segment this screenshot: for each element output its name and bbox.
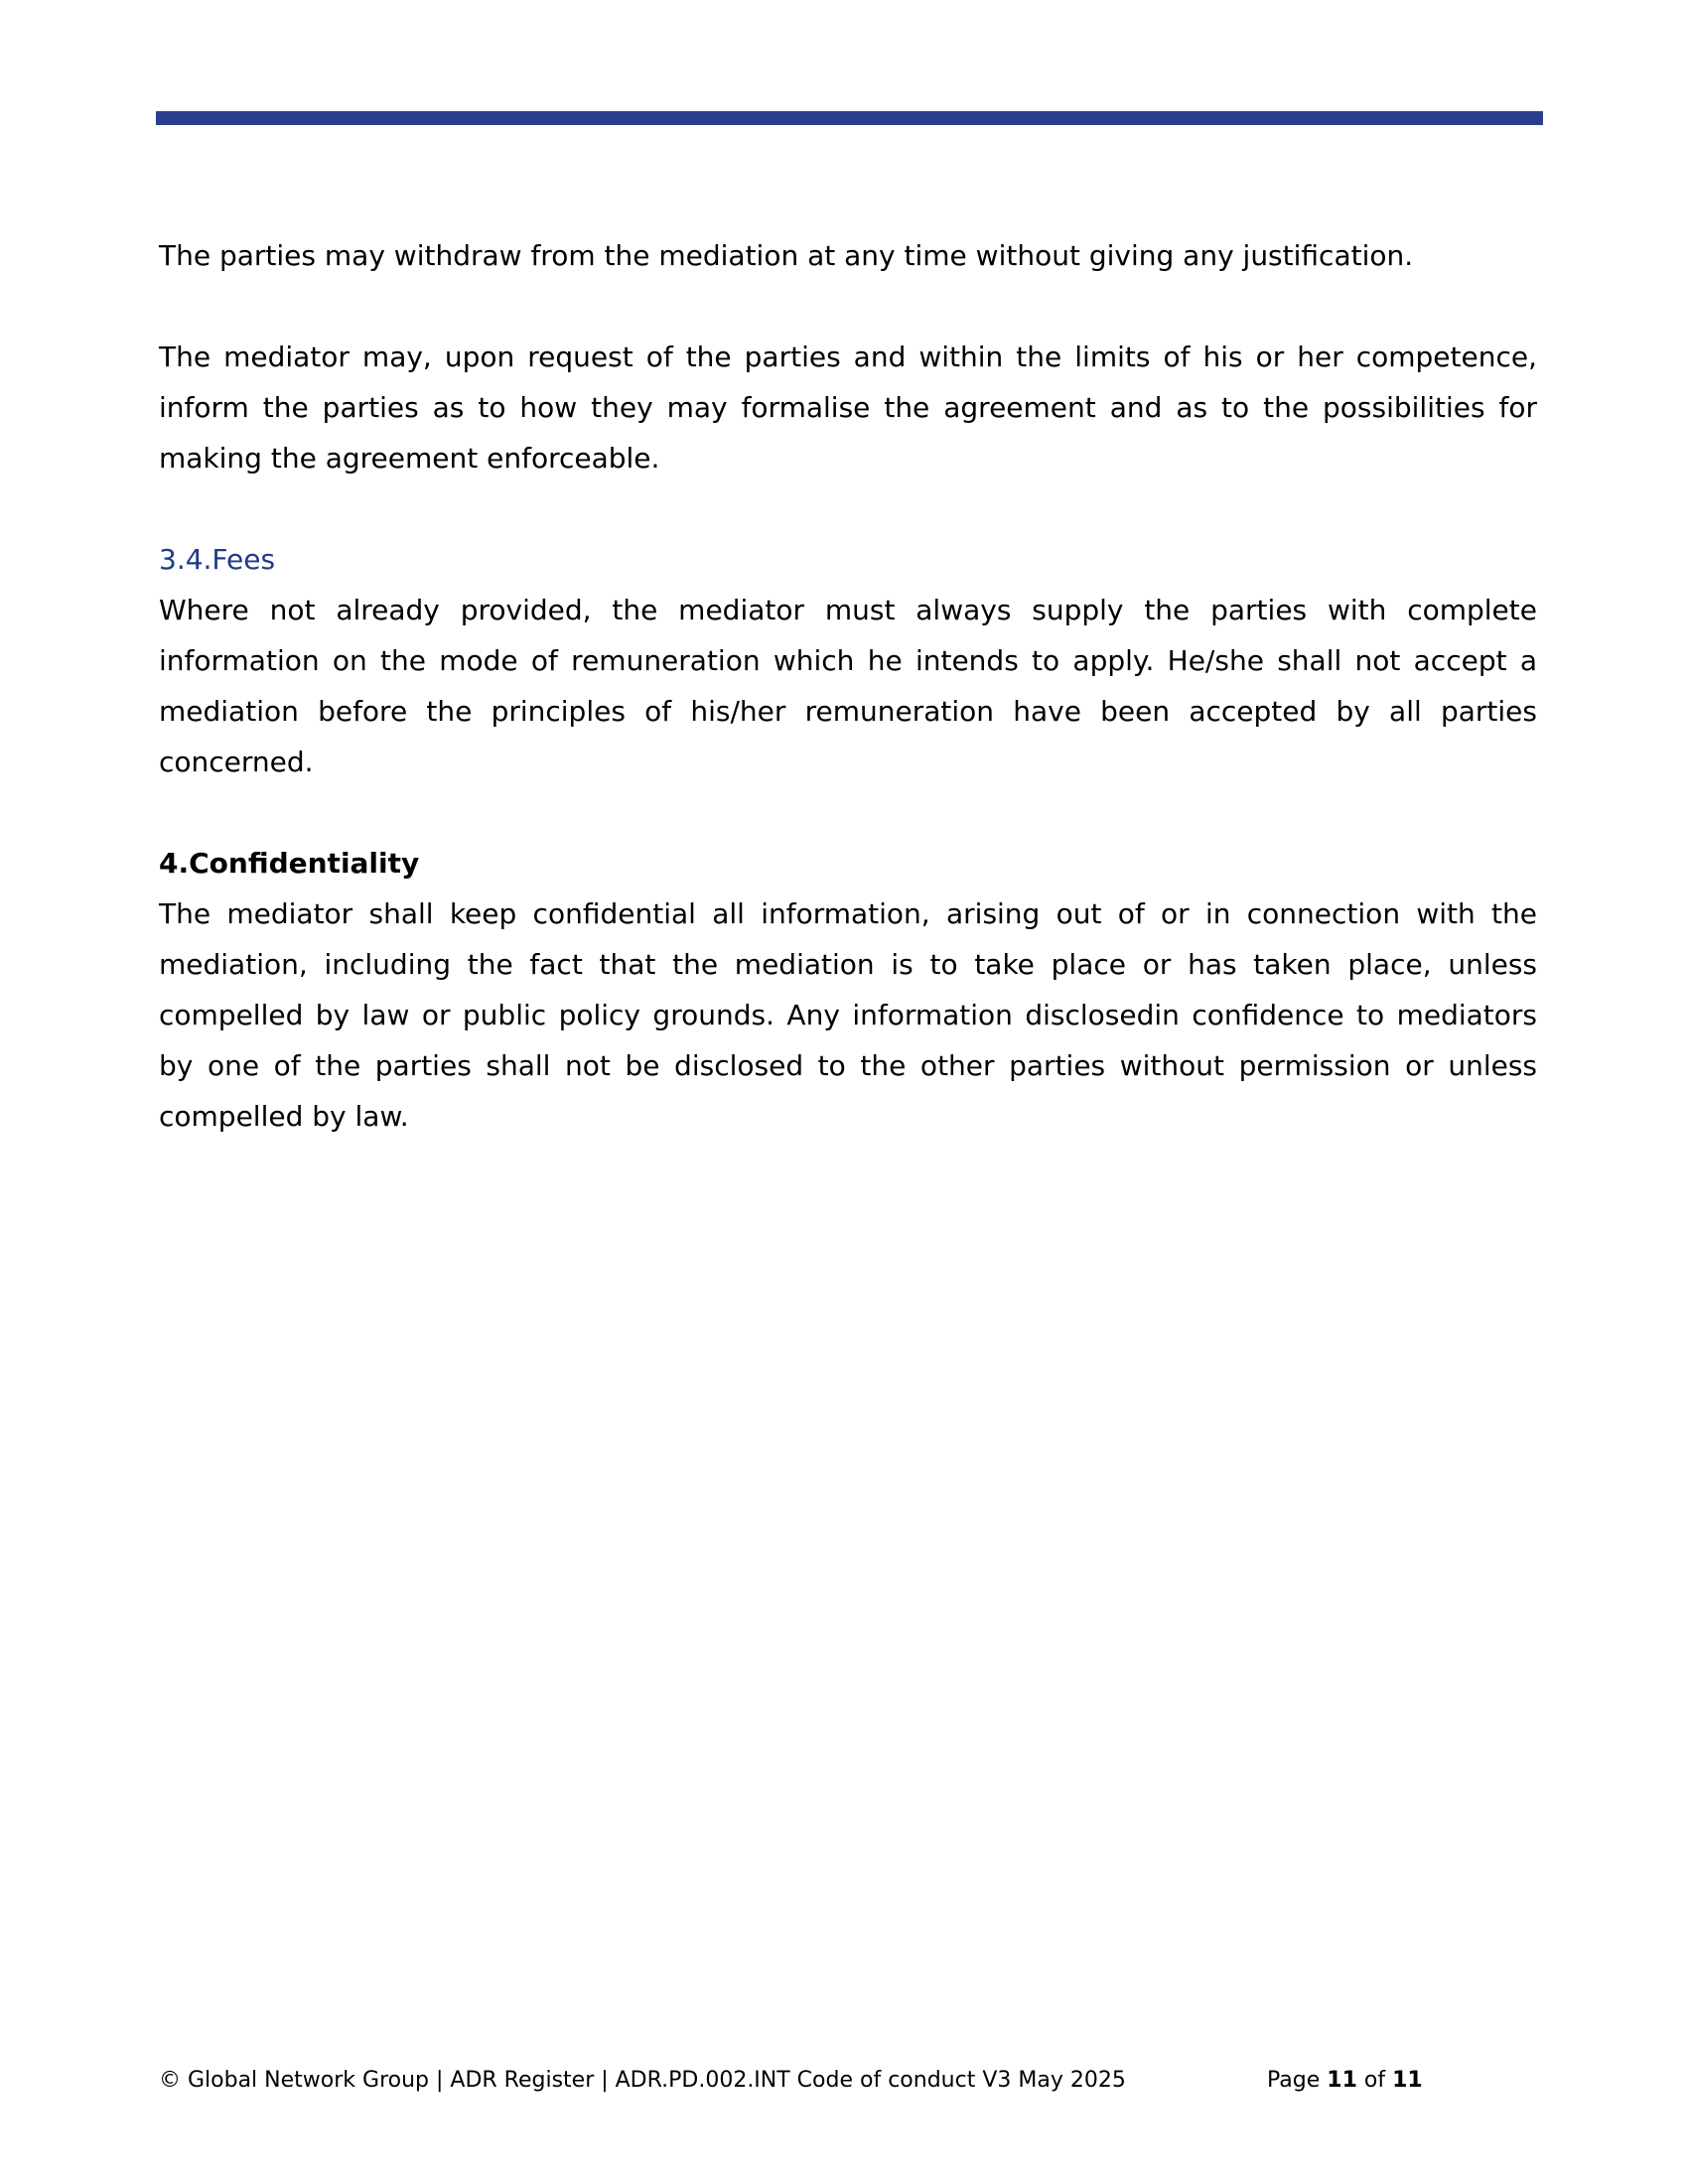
page-prefix: Page bbox=[1267, 2068, 1321, 2093]
page-total: 11 bbox=[1392, 2068, 1423, 2093]
page-body bbox=[159, 230, 1537, 1142]
footer-document-info: © Global Network Group | ADR Register | ADR.PD.002.INT Code of conduct V3 May 2025 bbox=[159, 2068, 1126, 2093]
header-rule bbox=[156, 111, 1543, 125]
section-confidentiality-heading: 4.Confidentiality bbox=[159, 847, 420, 880]
page-current: 11 bbox=[1327, 2068, 1357, 2093]
paragraph-mediator-inform: The mediator may, upon request of the parties and within the limits of his or her competence, inform the parties as to how they may formalise the agreement and as to the possibilities for making the agreement enforceable. bbox=[159, 341, 1537, 475]
paragraph-withdraw: The parties may withdraw from the mediation at any time without giving any justification. bbox=[159, 239, 1414, 272]
paragraph-confidentiality: The mediator shall keep confidential all information, arising out of or in connection with the mediation, including the fact that the mediation is to take place or has taken place, unless compelled by law or public policy grounds. Any information disclosedin confidence to mediators by one of the parties shall not be disclosed to the other parties without permission or unless compelled by law. bbox=[159, 897, 1537, 1133]
page-of: of bbox=[1363, 2068, 1386, 2093]
footer-page-number bbox=[1267, 2065, 1423, 2097]
paragraph-fees: Where not already provided, the mediator must always supply the parties with complete information on the mode of remuneration which he intends to apply. He/she shall not accept a mediation before the principles of his/her remuneration have been accepted by all parties concerned. bbox=[159, 594, 1537, 778]
section-fees-heading: 3.4.Fees bbox=[159, 543, 276, 576]
